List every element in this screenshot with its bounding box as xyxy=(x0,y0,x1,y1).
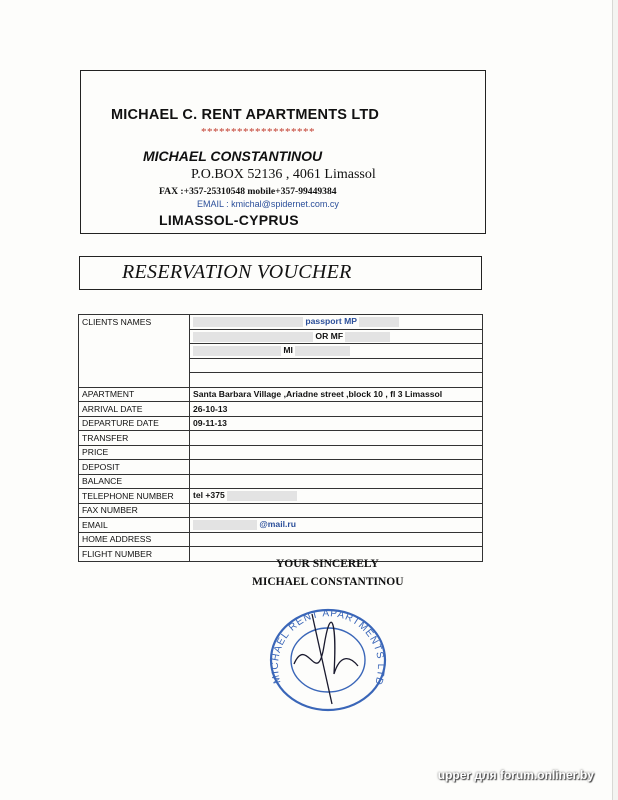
fax-label: FAX NUMBER xyxy=(79,503,190,518)
table-row xyxy=(79,387,483,402)
transfer-label: TRANSFER xyxy=(79,431,190,446)
table-row xyxy=(79,402,483,417)
telephone-label: TELEPHONE NUMBER xyxy=(79,489,190,504)
table-row xyxy=(79,503,483,518)
city: LIMASSOL-CYPRUS xyxy=(159,212,299,228)
apartment-value: Santa Barbara Village ,Ariadne street ,block 10 , fl 3 Limassol xyxy=(190,387,483,402)
redaction xyxy=(359,317,399,327)
table-row xyxy=(79,445,483,460)
deposit-value xyxy=(190,460,483,475)
clients-label: CLIENTS NAMES xyxy=(79,315,190,388)
email-label: EMAIL xyxy=(79,518,190,533)
price-label: PRICE xyxy=(79,445,190,460)
transfer-value xyxy=(190,431,483,446)
departure-value: 09-11-13 xyxy=(190,416,483,431)
table-row xyxy=(79,416,483,431)
table-row xyxy=(79,518,483,533)
table-row xyxy=(79,532,483,547)
client-1-cell xyxy=(190,315,483,330)
redaction xyxy=(227,491,297,501)
flight-label: FLIGHT NUMBER xyxy=(79,547,190,562)
empty-cell xyxy=(190,373,483,388)
reservation-table xyxy=(78,314,483,562)
fax-value xyxy=(190,503,483,518)
company-stamp xyxy=(262,594,392,714)
telephone-cell xyxy=(190,489,483,504)
home-address-label: HOME ADDRESS xyxy=(79,532,190,547)
table-row xyxy=(79,460,483,475)
contact-person: MICHAEL CONSTANTINOU xyxy=(143,148,323,164)
redaction xyxy=(193,346,281,356)
closing-line: YOUR SINCERELY xyxy=(276,558,379,570)
home-address-value xyxy=(190,532,483,547)
redaction xyxy=(193,332,313,342)
email-cell xyxy=(190,518,483,533)
redaction xyxy=(295,346,350,356)
letterhead xyxy=(80,70,486,234)
balance-value xyxy=(190,474,483,489)
client-1: passport MP xyxy=(305,316,357,327)
apartment-label: APARTMENT xyxy=(79,387,190,402)
deposit-label: DEPOSIT xyxy=(79,460,190,475)
arrival-label: ARRIVAL DATE xyxy=(79,402,190,417)
redaction xyxy=(193,317,303,327)
redaction xyxy=(193,520,257,530)
table-row xyxy=(79,315,483,330)
company-name: MICHAEL C. RENT APARTMENTS LTD xyxy=(111,107,380,123)
telephone-value: tel +375 xyxy=(193,490,225,501)
voucher-title: RESERVATION VOUCHER xyxy=(122,261,352,283)
header-email: EMAIL : kmichal@spidernet.com.cy xyxy=(197,199,339,209)
client-3-cell xyxy=(190,344,483,359)
email-value: @mail.ru xyxy=(259,519,296,530)
client-2: OR MF xyxy=(315,330,344,341)
voucher-title-box xyxy=(79,256,482,290)
postal-address: P.O.BOX 52136 , 4061 Limassol xyxy=(191,167,376,182)
table-row xyxy=(79,474,483,489)
fax-mobile: FAX :+357-25310548 mobile+357-99449384 xyxy=(159,186,337,197)
watermark: upper для forum.onliner.by xyxy=(437,768,594,782)
redaction xyxy=(345,332,390,342)
departure-label: DEPARTURE DATE xyxy=(79,416,190,431)
empty-cell xyxy=(190,358,483,373)
stamp-text: MICHAEL RENT APARTMENTS LTD xyxy=(269,608,387,687)
stamp-inner-ring xyxy=(291,628,365,692)
table-row xyxy=(79,489,483,504)
table-row xyxy=(79,431,483,446)
star-divider: ******************* xyxy=(201,126,315,138)
arrival-value: 26-10-13 xyxy=(190,402,483,417)
price-value xyxy=(190,445,483,460)
client-2-cell xyxy=(190,329,483,344)
balance-label: BALANCE xyxy=(79,474,190,489)
signatory-name: MICHAEL CONSTANTINOU xyxy=(252,576,404,588)
client-3: MI xyxy=(283,345,293,356)
